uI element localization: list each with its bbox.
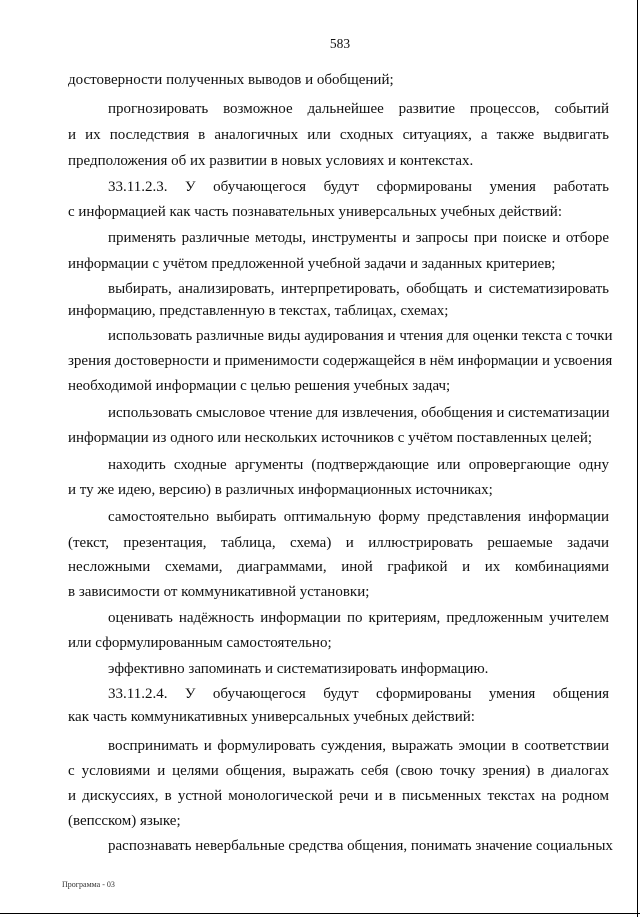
- text-line: (текст, презентация, таблица, схема) и иллюстрировать решаемые задачи: [68, 535, 609, 551]
- text-line: применять различные методы, инструменты и запросы при поиске и отборе: [108, 230, 609, 246]
- text-line: с информацией как часть познавательных универсальных учебных действий:: [68, 204, 562, 220]
- footer-label: Программа - 03: [62, 880, 115, 889]
- text-line: и ту же идею, версию) в различных информационных источниках;: [68, 482, 493, 498]
- text-line: информации с учётом предложенной учебной задачи и заданных критериев;: [68, 256, 556, 272]
- text-line: самостоятельно выбирать оптимальную форму представления информации: [108, 509, 609, 525]
- page-edge-right: [637, 0, 638, 917]
- text-line: оценивать надёжность информации по критериям, предложенным учителем: [108, 610, 609, 626]
- text-line: использовать различные виды аудирования и чтения для оценки текста с точки: [108, 328, 613, 344]
- text-line: эффективно запоминать и систематизировать информацию.: [108, 661, 489, 677]
- text-line: выбирать, анализировать, интерпретировать, обобщать и систематизировать: [108, 281, 609, 297]
- text-line: достоверности полученных выводов и обобщений;: [68, 72, 394, 88]
- text-line: зрения достоверности и применимости содержащейся в нём информации и усвоения: [68, 353, 613, 369]
- text-line: предположения об их развитии в новых условиях и контекстах.: [68, 153, 474, 169]
- text-line: информации из одного или нескольких источников с учётом поставленных целей;: [68, 430, 593, 446]
- text-line: как часть коммуникативных универсальных учебных действий:: [68, 709, 475, 725]
- page-edge-bottom: [0, 913, 640, 914]
- text-line: информацию, представленную в текстах, таблицах, схемах;: [68, 303, 449, 319]
- text-line: или сформулированным самостоятельно;: [68, 635, 332, 651]
- text-line: использовать смысловое чтение для извлечения, обобщения и систематизации: [108, 405, 610, 421]
- section-heading-33-11-2-3: 33.11.2.3. У обучающегося будут сформированы умения работать: [108, 179, 609, 195]
- text-line: (вепсском) языке;: [68, 813, 181, 829]
- text-line: и их последствия в аналогичных или сходных ситуациях, а также выдвигать: [68, 127, 609, 143]
- text-line: распознавать невербальные средства общения, понимать значение социальных: [108, 838, 613, 854]
- text-line: с условиями и целями общения, выражать себя (свою точку зрения) в диалогах: [68, 763, 609, 779]
- text-line: несложными схемами, диаграммами, иной графикой и их комбинациями: [68, 559, 609, 575]
- section-heading-33-11-2-4: 33.11.2.4. У обучающегося будут сформированы умения общения: [108, 686, 609, 702]
- text-line: воспринимать и формулировать суждения, выражать эмоции в соответствии: [108, 738, 609, 754]
- text-line: прогнозировать возможное дальнейшее развитие процессов, событий: [108, 101, 609, 117]
- text-line: и дискуссиях, в устной монологической речи и в письменных текстах на родном: [68, 788, 609, 804]
- text-line: находить сходные аргументы (подтверждающие или опровергающие одну: [108, 457, 609, 473]
- text-line: в зависимости от коммуникативной установки;: [68, 584, 370, 600]
- page-number: 583: [329, 36, 351, 51]
- text-line: необходимой информации с целью решения учебных задач;: [68, 378, 451, 394]
